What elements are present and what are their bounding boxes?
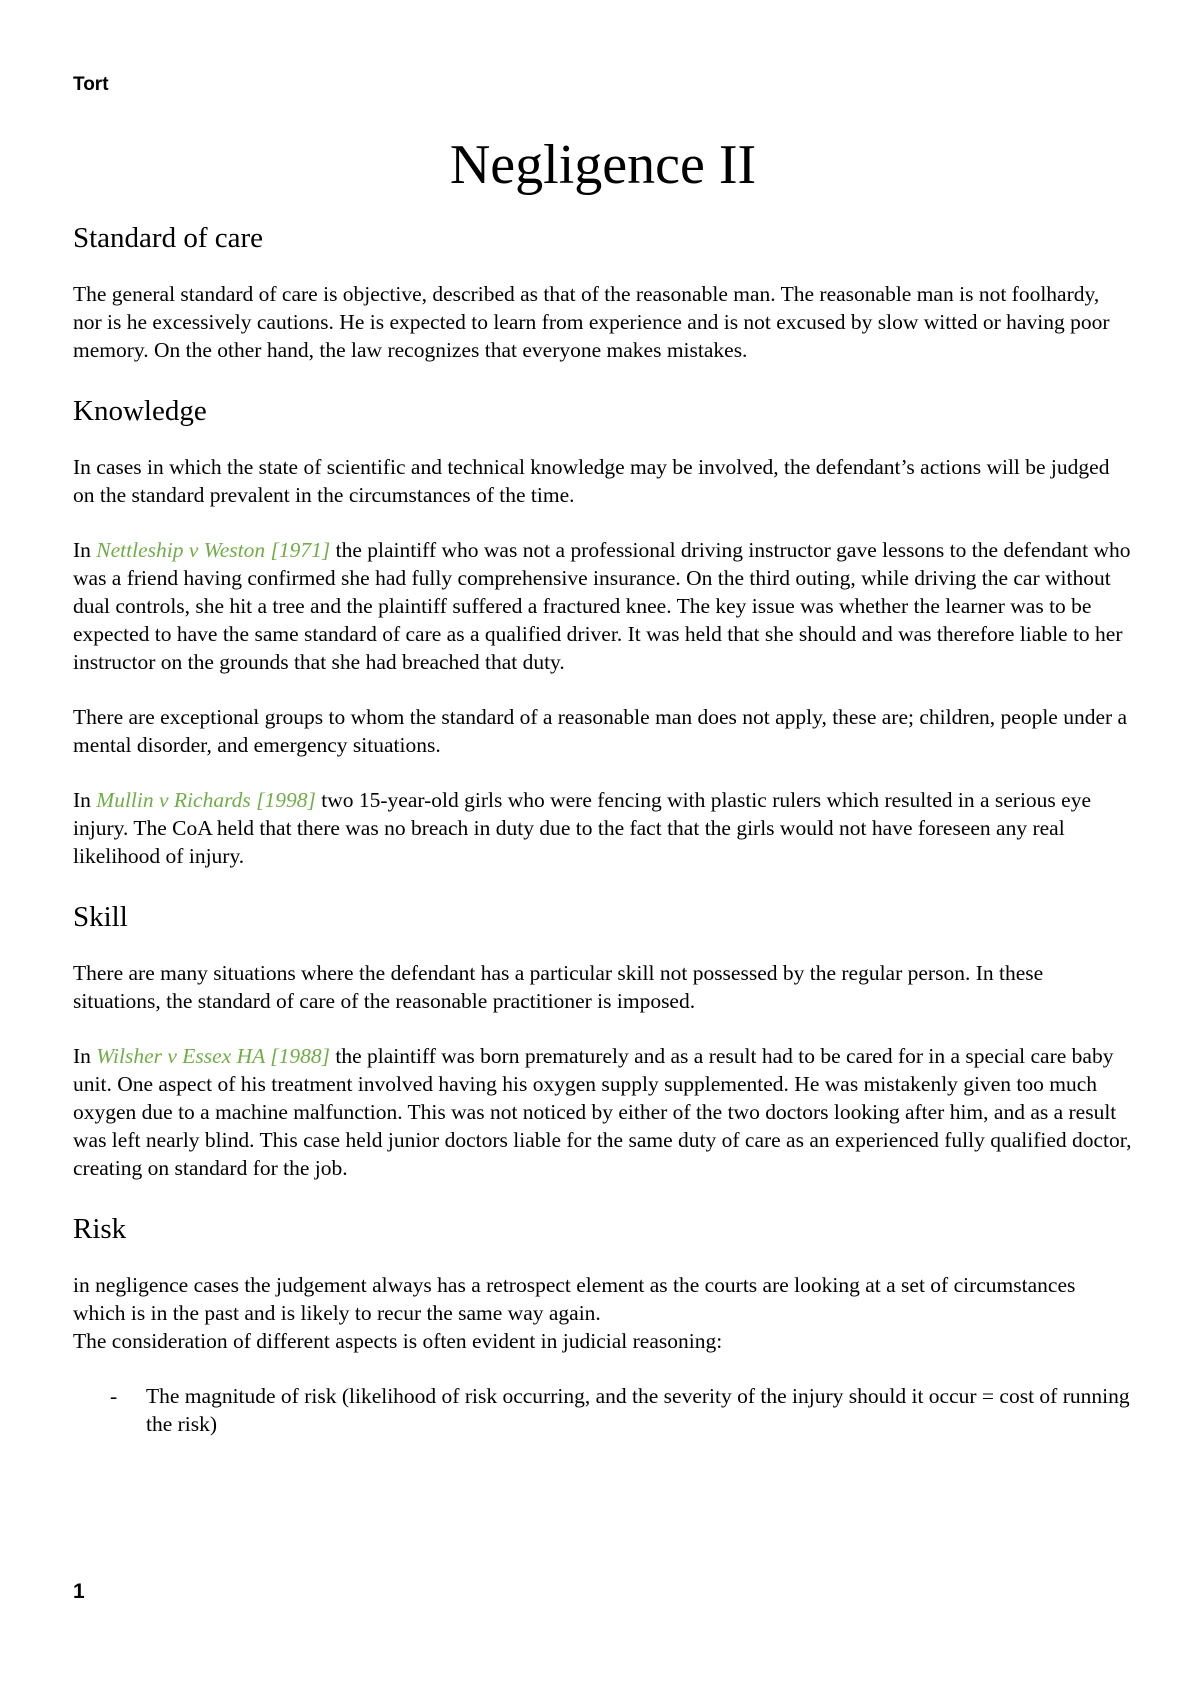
section-knowledge [73,391,1133,870]
page-number: 1 [73,1580,85,1603]
paragraph-text: the plaintiff who was not a professional driving instructor gave lessons to the defendant who was a friend having confirmed she had fully comprehensive insurance. On the third outing, while driving the car without dual controls, she hit a tree and the plaintiff suffered a fractured knee. The key issue was whether the learner was to be expected to have the same standard of care as a qualified driver. It was held that she should and was therefore liable to her instructor on the grounds that she had breached that duty. [73,538,1131,674]
case-reference: Wilsher v Essex HA [1988] [96,1044,330,1068]
section-standard-of-care [73,218,1133,364]
paragraph-text: two 15-year-old girls who were fencing with plastic rulers which resulted in a serious eye injury. The CoA held that there was no breach in duty due to the fact that the girls would not have foreseen any real likelihood of injury. [73,788,1092,868]
paragraph-prefix: In [73,538,97,562]
case-paragraph [73,1042,1133,1182]
case-reference: Nettleship v Weston [1971] [96,538,331,562]
document-title: Negligence II [449,134,757,196]
paragraph: in negligence cases the judgement always has a retrospect element as the courts are looking at a set of circumstances which is in the past and is likely to recur the same way again. [73,1273,1076,1325]
section-skill [73,897,1133,1182]
section-heading-risk: Risk [73,1213,127,1245]
header-label: Tort [73,74,109,95]
case-reference: Mullin v Richards [1998] [96,788,316,812]
bullet-text: The magnitude of risk (likelihood of risk occurring, and the severity of the injury should it occur = cost of running the risk) [146,1384,1130,1436]
list-item [73,1382,1133,1438]
paragraph: The general standard of care is objective, described as that of the reasonable man. The reasonable man is not foolhardy, nor is he excessively cautions. He is expected to learn from experience and is not excused by slow witted or having poor memory. On the other hand, the law recognizes that everyone makes mistakes. [73,282,1110,362]
bullet-list [73,1382,1133,1438]
case-paragraph [73,536,1133,676]
paragraph: There are exceptional groups to whom the standard of a reasonable man does not apply, these are; children, people under a mental disorder, and emergency situations. [73,705,1128,757]
case-paragraph [73,786,1133,870]
section-heading-standard-of-care: Standard of care [73,222,264,254]
bullet-marker: - [110,1384,118,1408]
paragraph: The consideration of different aspects is often evident in judicial reasoning: [73,1329,723,1353]
section-heading-skill: Skill [73,901,128,933]
section-risk [73,1209,1133,1438]
section-heading-knowledge: Knowledge [73,395,207,427]
paragraph: There are many situations where the defendant has a particular skill not possessed by the regular person. In these situations, the standard of care of the reasonable practitioner is imposed. [73,961,1044,1013]
document-body [73,130,1133,1444]
paragraph-prefix: In [73,1044,97,1068]
paragraph-prefix: In [73,788,97,812]
paragraph: In cases in which the state of scientific and technical knowledge may be involved, the defendant’s actions will be judged on the standard prevalent in the circumstances of the time. [73,455,1110,507]
paragraph-text: the plaintiff was born prematurely and as a result had to be cared for in a special care baby unit. One aspect of his treatment involved having his oxygen supply supplemented. He was mistakenly given too much oxygen due to a machine malfunction. This was not noticed by either of the two doctors looking after him, and as a result was left nearly blind. This case held junior doctors liable for the same duty of care as an experienced fully qualified doctor, creating on standard for the job. [73,1044,1132,1180]
